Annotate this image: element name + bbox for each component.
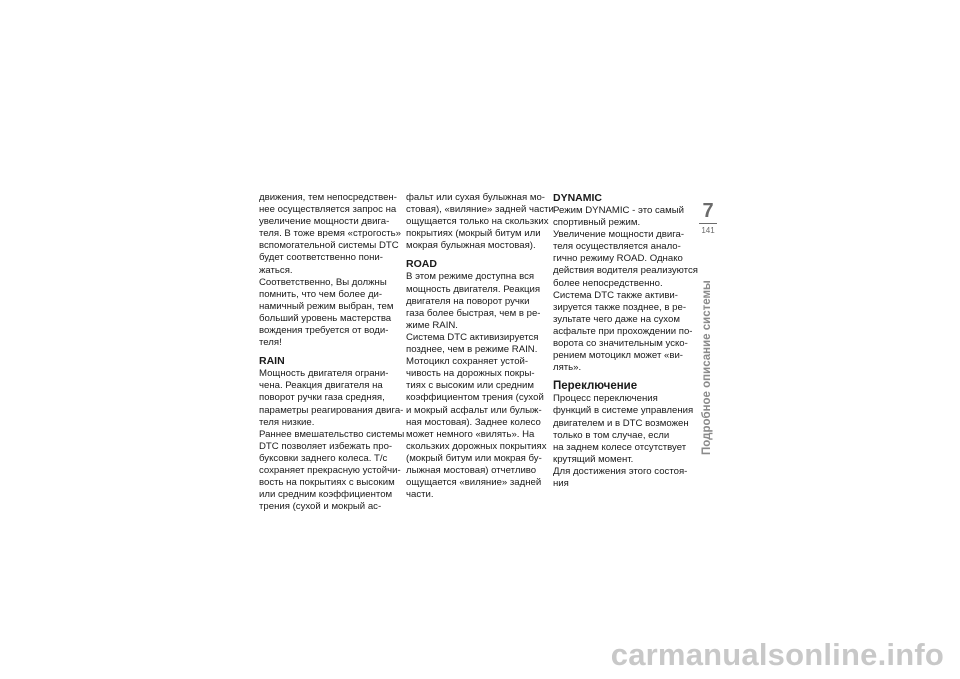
text-column-1 [259, 192, 404, 513]
text-line: зируется также позднее, в ре- [553, 301, 687, 313]
text-line: жиме RAIN. [406, 319, 458, 331]
text-line: части. [406, 489, 434, 501]
text-line: DTC позволяет избежать про- [259, 440, 393, 452]
text-line: жаться. [259, 264, 293, 276]
text-line: стовая), «виляние» задней части [406, 204, 554, 216]
text-line: или средним коэффициентом [259, 489, 393, 501]
text-line: теля! [259, 337, 282, 349]
text-line: позднее, чем в режиме RAIN. [406, 344, 538, 356]
text-line: асфальте при прохождении по- [553, 325, 693, 337]
paragraph-block [259, 192, 404, 349]
chapter-number: 7 [702, 200, 714, 222]
paragraph-block [406, 192, 554, 252]
text-line: ная мостовая). Заднее колесо [406, 416, 541, 428]
text-line: двигателя на поворот ручки [406, 295, 530, 307]
text-line: лыжная мостовая) отчетливо [406, 464, 537, 476]
text-line: ворота со значительным уско- [553, 338, 688, 350]
text-line: гично режиму ROAD. Однако [553, 253, 683, 265]
text-line: поворот ручки газа средняя, [259, 392, 385, 404]
text-line: вспомогательной системы DTC [259, 240, 399, 252]
text-line: Система DTC активизируется [406, 331, 539, 343]
text-line: фальт или сухая булыжная мо- [406, 192, 545, 203]
text-line: лять». [553, 362, 582, 374]
text-line: теля. В тоже время «строгость» [259, 228, 401, 240]
text-line: покрытиях (мокрый битум или [406, 228, 541, 240]
text-line: спортивный режим. [553, 217, 641, 229]
text-line: двигателем и в DTC возможен [553, 417, 689, 429]
text-line: нее осуществляется запрос на [259, 204, 397, 216]
text-line: зультате чего даже на сухом [553, 313, 680, 325]
text-line: В этом режиме доступна вся [406, 271, 535, 283]
text-column-3 [553, 192, 698, 490]
text-line: чивость на дорожных покры- [406, 368, 535, 380]
text-line: мощность двигателя. Реакция [406, 283, 541, 295]
section-heading-switching: Переключение [553, 380, 638, 393]
watermark-text: carmanualsonline.info [610, 637, 944, 672]
paragraph-block [259, 368, 404, 513]
text-line: и мокрый асфальт или булыж- [406, 404, 542, 416]
text-line: только в том случае, если [553, 429, 670, 441]
text-line: параметры реагирования двига- [259, 404, 404, 416]
text-line: на заднем колесе отсутствует [553, 441, 687, 453]
text-line: увеличение мощности двига- [259, 216, 390, 228]
text-line: рением мотоцикл может «ви- [553, 350, 683, 362]
text-line: вождения требуется от води- [259, 325, 389, 337]
section-heading-dynamic: DYNAMIC [553, 192, 602, 204]
paragraph-block [406, 271, 551, 501]
text-line: теля осуществляется анало- [553, 241, 681, 253]
text-line: функций в системе управления [553, 405, 694, 417]
text-line: Соответственно, Вы должны [259, 276, 387, 288]
text-line: ощущается «виляние» задней [406, 477, 542, 489]
text-line: мокрая булыжная мостовая). [406, 240, 536, 252]
text-line: вость на покрытиях с высоким [259, 477, 395, 489]
text-line: будет соответственно пони- [259, 252, 383, 264]
text-line: Раннее вмешательство системы [259, 428, 405, 440]
text-line: коэффициентом трения (сухой [406, 392, 544, 404]
text-line: может немного «вилять». На [406, 428, 535, 440]
text-line: движения, тем непосредствен- [259, 192, 397, 203]
text-line: Увеличение мощности двига- [553, 229, 685, 241]
text-line: (мокрый битум или мокрая бу- [406, 452, 542, 464]
section-heading-rain: RAIN [259, 355, 285, 368]
text-line: более непосредственно. [553, 277, 663, 289]
text-line: больший уровень мастерства [259, 312, 392, 324]
text-line: Режим DYNAMIC - это самый [553, 205, 684, 216]
text-line: ощущается только на скользких [406, 216, 549, 228]
text-line: теля низкие. [259, 416, 315, 428]
text-line: Мощность двигателя ограни- [259, 368, 389, 380]
text-line: Мотоцикл сохраняет устой- [406, 356, 529, 368]
page-number: 141 [701, 226, 715, 235]
section-heading-road: ROAD [406, 258, 437, 271]
text-line: газа более быстрая, чем в ре- [406, 307, 541, 319]
text-line: Процесс переключения [553, 393, 658, 405]
paragraph-block [553, 205, 698, 374]
text-line: Система DTC также активи- [553, 289, 678, 301]
text-line: действия водителя реализуются [553, 265, 698, 277]
text-line: крутящий момент. [553, 453, 634, 465]
text-line: помнить, что чем более ди- [259, 288, 383, 300]
text-line: чена. Реакция двигателя на [259, 380, 383, 392]
text-line: буксовки заднего колеса. Т/с [259, 452, 388, 464]
text-line: ния [553, 477, 569, 489]
chapter-title: Подробное описание системы [701, 280, 713, 455]
text-line: скользких дорожных покрытиях [406, 440, 547, 452]
text-line: намичный режим выбран, тем [259, 300, 394, 312]
text-line: трения (сухой и мокрый ас- [259, 501, 382, 513]
text-line: тиях с высоким или средним [406, 380, 535, 392]
text-column-2 [406, 192, 554, 501]
text-line: Для достижения этого состоя- [553, 465, 688, 477]
chapter-divider [699, 223, 717, 224]
paragraph-block [553, 393, 698, 490]
text-line: сохраняет прекрасную устойчи- [259, 464, 401, 476]
